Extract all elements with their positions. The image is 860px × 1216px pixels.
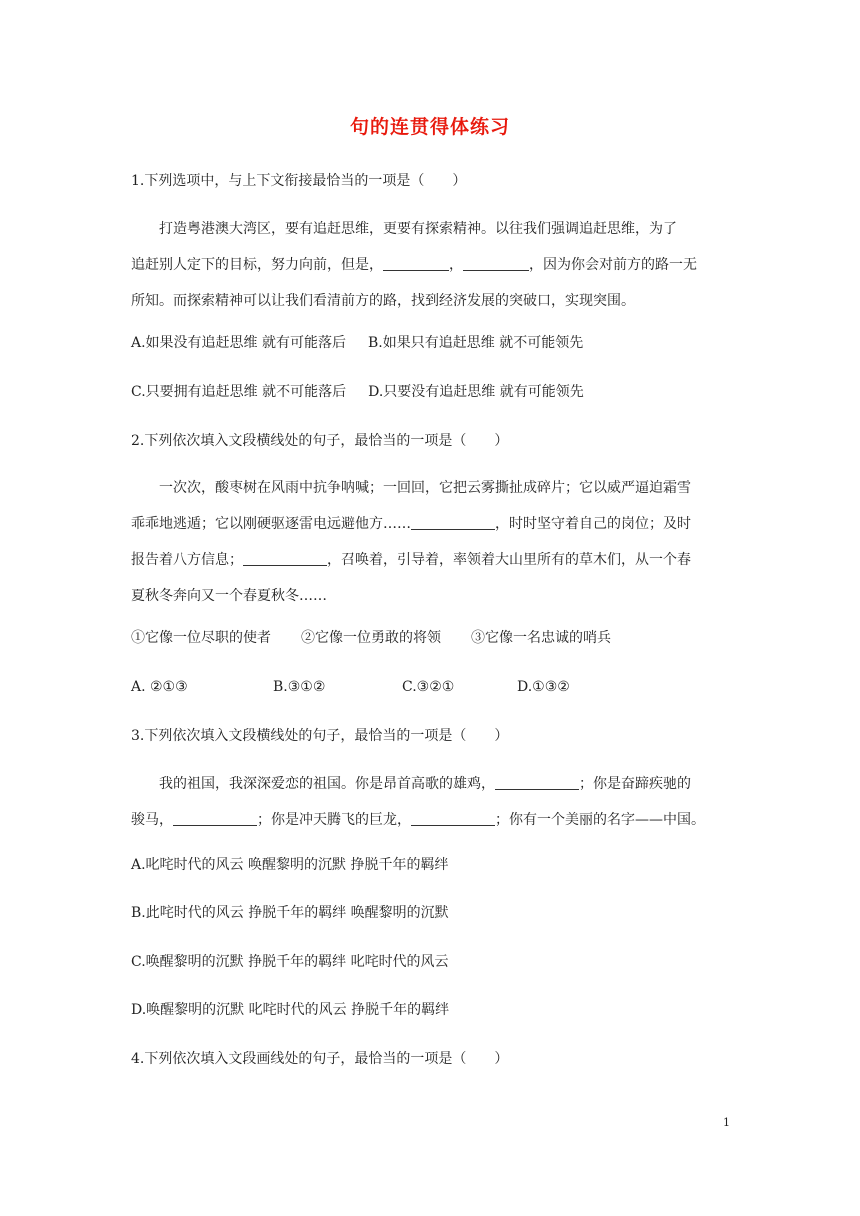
option-b: B.如果只有追赶思维 就不可能领先 xyxy=(368,335,584,351)
answer-blank xyxy=(495,775,579,790)
answer-blank xyxy=(463,256,529,271)
question-3-option-d: D.唤醒黎明的沉默 叱咤时代的风云 挣脱千年的羁绊 xyxy=(131,1002,450,1018)
question-2-stem: 2.下列依次填入文段横线处的句子，最恰当的一项是（ ） xyxy=(131,433,509,449)
passage-line: 夏秋冬奔向又一个春夏秋冬…… xyxy=(131,588,327,604)
option-c: C.③②① xyxy=(402,679,455,695)
passage-line: 乖乖地逃遁；它以刚硬驱逐雷电远避他方…… ，时时坚守着自己的岗位；及时 xyxy=(131,516,691,532)
page-title: 句的连贯得体练习 xyxy=(349,116,510,138)
item-1: ①它像一位尽职的使者 xyxy=(131,630,271,646)
option-a: A. ②①③ xyxy=(131,679,188,695)
option-b: B.③①② xyxy=(273,679,326,695)
question-1-passage xyxy=(131,211,731,319)
passage-line: 一次次，酸枣树在风雨中抗争呐喊；一回回，它把云雾撕扯成碎片；它以威严逼迫霜雪 xyxy=(131,480,691,496)
question-3-passage xyxy=(131,766,731,838)
passage-line: 报告着八方信息； ，召唤着，引导着，率领着大山里所有的草木们，从一个春 xyxy=(131,552,691,568)
question-3-option-c: C.唤醒黎明的沉默 挣脱千年的羁绊 叱咤时代的风云 xyxy=(131,954,449,970)
question-3-stem: 3.下列依次填入文段横线处的句子，最恰当的一项是（ ） xyxy=(131,728,509,744)
answer-blank xyxy=(243,551,327,566)
question-1-stem: 1.下列选项中，与上下文衔接最恰当的一项是（ ） xyxy=(131,173,467,189)
question-2-options xyxy=(131,677,570,697)
option-d: D.只要没有追赶思维 就有可能领先 xyxy=(368,384,584,400)
answer-blank xyxy=(411,811,495,826)
question-1-options-row-1 xyxy=(131,333,583,353)
question-2-passage xyxy=(131,470,731,614)
passage-line: 追赶别人定下的目标，努力向前，但是， ， ，因为你会对前方的路一无 xyxy=(131,257,697,273)
page-number: 1 xyxy=(723,1116,730,1129)
question-4-stem: 4.下列依次填入文段画线处的句子，最恰当的一项是（ ） xyxy=(131,1051,509,1067)
answer-blank xyxy=(383,256,449,271)
answer-blank xyxy=(411,515,495,530)
question-3-option-b: B.此咤时代的风云 挣脱千年的羁绊 唤醒黎明的沉默 xyxy=(131,905,449,921)
option-a: A.如果没有追赶思维 就有可能落后 xyxy=(131,335,347,351)
option-c: C.只要拥有追赶思维 就不可能落后 xyxy=(131,384,347,400)
item-3: ③它像一名忠诚的哨兵 xyxy=(471,630,611,646)
passage-line: 所知。而探索精神可以让我们看清前方的路，找到经济发展的突破口，实现突围。 xyxy=(131,293,635,309)
item-2: ②它像一位勇敢的将领 xyxy=(301,630,441,646)
passage-line: 我的祖国，我深深爱恋的祖国。你是昂首高歌的雄鸡， ；你是奋蹄疾驰的 xyxy=(131,776,691,792)
option-d: D.①③② xyxy=(517,679,570,695)
answer-blank xyxy=(173,811,257,826)
question-1-options-row-2 xyxy=(131,382,584,402)
question-3-option-a: A.叱咤时代的风云 唤醒黎明的沉默 挣脱千年的羁绊 xyxy=(131,857,449,873)
question-2-items xyxy=(131,628,611,648)
passage-line: 打造粤港澳大湾区，要有追赶思维，更要有探索精神。以往我们强调追赶思维，为了 xyxy=(131,221,677,237)
passage-line: 骏马， ；你是冲天腾飞的巨龙， ；你有一个美丽的名字——中国。 xyxy=(131,812,705,828)
